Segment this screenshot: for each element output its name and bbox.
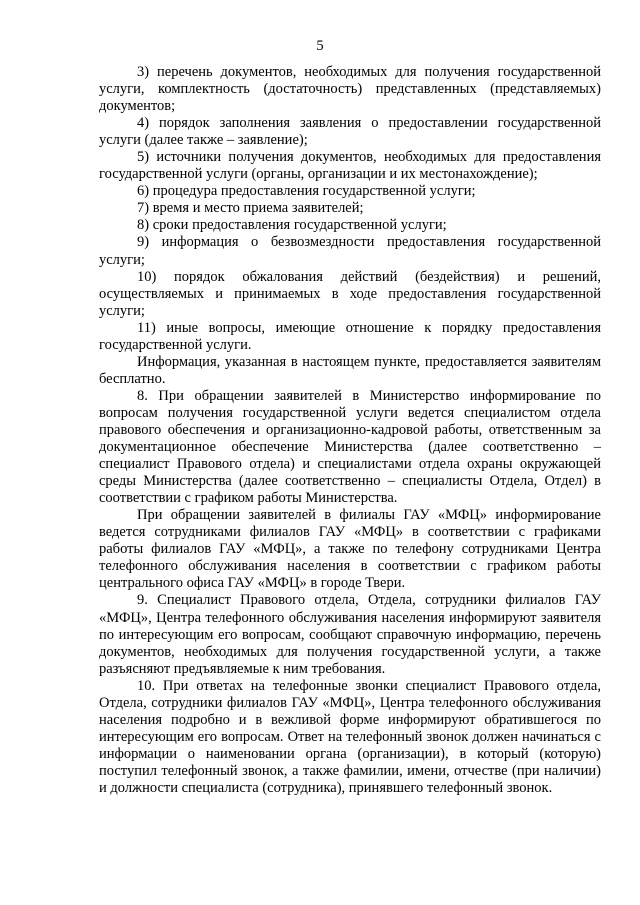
list-item-10: 10) порядок обжалования действий (бездействия) и решений, осуществляемых и принимаемых в ходе предоставления государственной услуги;: [99, 268, 601, 319]
mfc-informing-paragraph: При обращении заявителей в филиалы ГАУ «МФЦ» информирование ведется сотрудниками филиалов ГАУ «МФЦ» в соответствии с графиками работы филиалов ГАУ «МФЦ», а также по телефону сотрудниками Центра телефонного обслуживания населения в соответствии с графиком работы центрального офиса ГАУ «МФЦ» в городе Твери.: [99, 507, 601, 592]
document-body: [99, 64, 601, 797]
list-item-7: 7) время и место приема заявителей;: [137, 200, 364, 217]
clause-10-paragraph: 10. При ответах на телефонные звонки специалист Правового отдела, Отдела, сотрудники филиалов ГАУ «МФЦ», Центра телефонного обслуживания населения подробно и в вежливой форме информируют обратившегося по интересующим его вопросам. Ответ на телефонный звонок должен начинаться с информации о наименовании органа (организации), в который (которую) поступил телефонный звонок, а также фамилии, имени, отчестве (при наличии) и должности специалиста (сотрудника), принявшего телефонный звонок.: [99, 677, 601, 796]
list-item-4: 4) порядок заполнения заявления о предоставлении государственной услуги (далее также – заявление);: [99, 115, 601, 149]
list-item-11: 11) иные вопросы, имеющие отношение к порядку предоставления государственной услуги.: [99, 319, 601, 353]
list-item-6: 6) процедура предоставления государственной услуги;: [137, 183, 476, 200]
page-number: 5: [316, 38, 324, 54]
list-item-5: 5) источники получения документов, необходимых для предоставления государственной услуги (органы, организации и их местонахождение);: [99, 149, 601, 183]
list-item-9: 9) информация о безвозмездности предоставления государственной услуги;: [99, 234, 601, 268]
list-item-3: 3) перечень документов, необходимых для получения государственной услуги, комплектность (достаточность) представленных (представляемых) документов;: [99, 64, 601, 115]
list-item-8: 8) сроки предоставления государственной услуги;: [137, 217, 447, 234]
clause-9-paragraph: 9. Специалист Правового отдела, Отдела, сотрудники филиалов ГАУ «МФЦ», Центра телефонного обслуживания населения информируют заявителя по интересующим его вопросам, сообщают справочную информацию, перечень документов, необходимых для получения государственной услуги, а также разъясняют предъявляемые к ним требования.: [99, 592, 601, 677]
info-free-paragraph: Информация, указанная в настоящем пункте, предоставляется заявителям бесплатно.: [99, 353, 601, 387]
clause-8-paragraph: 8. При обращении заявителей в Министерство информирование по вопросам получения государственной услуги ведется специалистом отдела правового обеспечения и организационно-кадровой работы, ответственным за документационное обеспечение Министерства (далее соответственно – специалист Правового отдела) и специалистами отдела охраны окружающей среды Министерства (далее соответственно – специалисты Отдела, Отдел) в соответствии с графиком работы Министерства.: [99, 387, 601, 507]
